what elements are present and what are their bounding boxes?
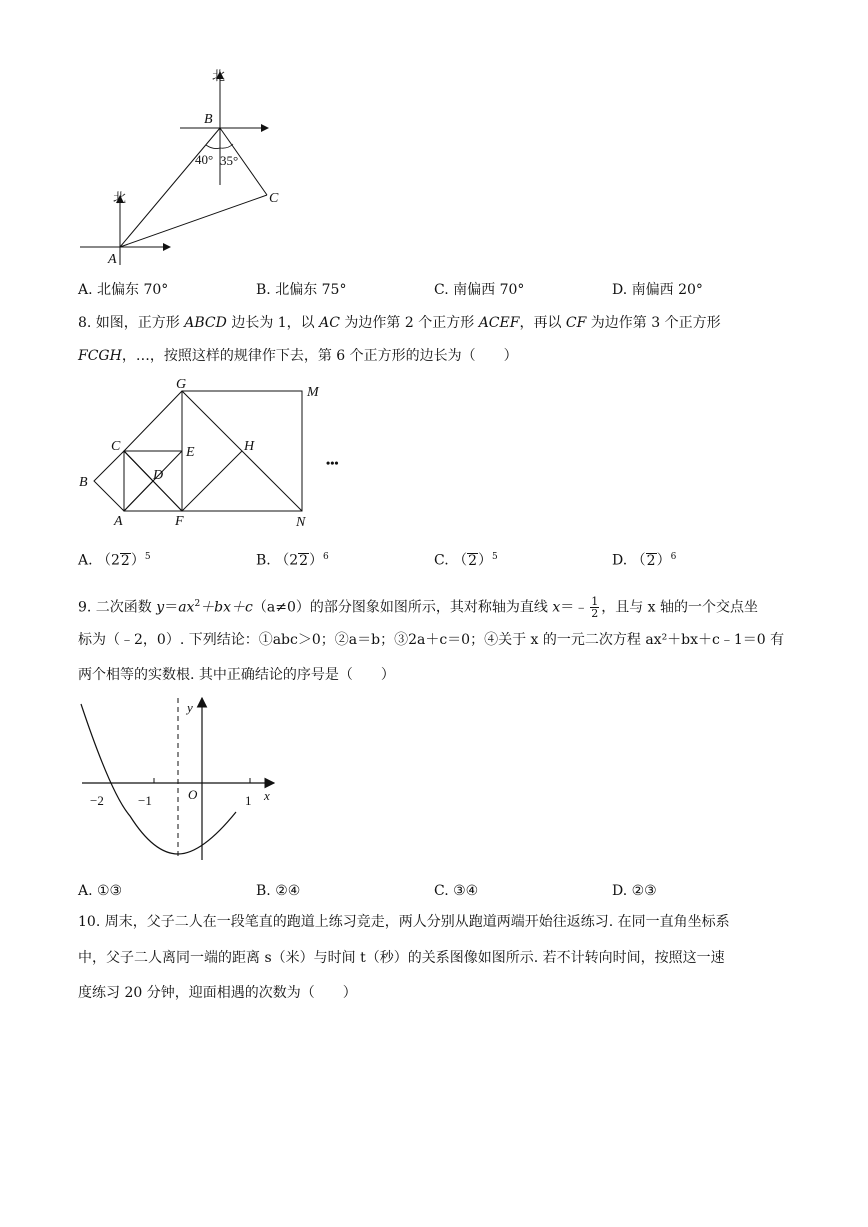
q8-label-g: G (176, 377, 187, 392)
q8-continuation-dots: ••• (326, 456, 339, 470)
q9-option-a[interactable]: A. ①③ (78, 883, 123, 899)
q9-label-minus1: −1 (138, 793, 152, 808)
q8-label-f: F (175, 514, 184, 529)
q8-label-b: B (79, 475, 88, 490)
q10-stem-line-3: 度练习 20 分钟，迎面相遇的次数为（ ） (78, 985, 357, 1001)
q8-option-b[interactable]: B. $(22)^6$ (256, 552, 329, 569)
q7-angle-arc-right (220, 144, 233, 148)
q9-label-plus1: 1 (245, 793, 252, 808)
q7-angle-40: 40° (195, 152, 214, 167)
q7-direction-figure (70, 60, 370, 270)
q9-parabola-graph (74, 692, 294, 872)
q7-angle-35: 35° (220, 153, 239, 168)
q7-label-c: C (269, 191, 279, 206)
q9-stem-line-1: 9. 二次函数 $y=ax^2+bx+c(a\ne 0)$的部分图象如图所示，其对称轴为直线 x＝﹣ $\frac{1}{2}$ ，且与 x 轴的一个交点坐 (78, 595, 759, 621)
q7-option-d[interactable]: D. 南偏西 20° (612, 282, 703, 298)
q10-stem-line-1: 10. 周末，父子二人在一段笔直的跑道上练习竞走，两人分别从跑道两端开始往返练习. 在同一直角坐标系 (78, 914, 730, 930)
q9-option-b[interactable]: B. ②④ (256, 883, 301, 899)
q8-label-n: N (296, 515, 306, 530)
q8-stem-line-2: FCGH，…，按照这样的规律作下去，第 6 个正方形的边长为（ ） (78, 348, 518, 364)
q9-label-origin: O (188, 787, 198, 802)
q7-label-a: A (108, 252, 117, 267)
q9-stem-line-2: 标为（﹣2，0）. 下列结论：①abc＞0；②a＝b；③2a＋c＝0；④关于 x 的一元二次方程 ax²＋bx＋c﹣1＝0 有 (78, 632, 785, 648)
q8-squares-figure (76, 378, 376, 528)
q9-label-x: x (264, 788, 270, 803)
q8-segment-hn (242, 451, 302, 511)
q7-angle-arc-left (206, 145, 220, 149)
q8-label-m: M (307, 385, 319, 400)
q9-option-d[interactable]: D. ②③ (612, 883, 657, 899)
q9-fraction-half: $\frac{1}{2}$ (591, 595, 599, 621)
q9-parabola-curve (81, 704, 236, 854)
q7-option-c[interactable]: C. 南偏西 70° (434, 282, 525, 298)
q8-label-a: A (114, 514, 123, 529)
q8-label-h: H (244, 439, 255, 454)
q7-label-b: B (204, 112, 213, 127)
q9-label-minus2: −2 (90, 793, 104, 808)
q7-north-label-b: 北 (212, 68, 226, 83)
q9-stem-line-3: 两个相等的实数根. 其中正确结论的序号是（ ） (78, 667, 395, 683)
q8-label-d: D (153, 468, 164, 483)
q8-option-d[interactable]: D. $(2)^6$ (612, 552, 677, 569)
q8-stem-line-1: 8. 如图，正方形 ABCD 边长为 1，以 AC 为边作第 2 个正方形 ACEF，再以 CF 为边作第 3 个正方形 (78, 315, 721, 331)
q10-stem-line-2: 中，父子二人离同一端的距离 s（米）与时间 t（秒）的关系图像如图所示. 若不计转向时间，按照这一速 (78, 950, 725, 966)
q9-label-y: y (187, 700, 193, 715)
q7-option-a[interactable]: A. 北偏东 70° (78, 282, 169, 298)
q8-label-c: C (111, 439, 121, 454)
q7-north-label-a: 北 (113, 190, 127, 205)
q9-option-c[interactable]: C. ③④ (434, 883, 479, 899)
q8-label-e: E (186, 445, 195, 460)
q8-option-c[interactable]: C. $(2)^5$ (434, 552, 498, 569)
q8-option-a[interactable]: A. $(22)^5$ (78, 552, 151, 569)
q7-option-b[interactable]: B. 北偏东 75° (256, 282, 347, 298)
